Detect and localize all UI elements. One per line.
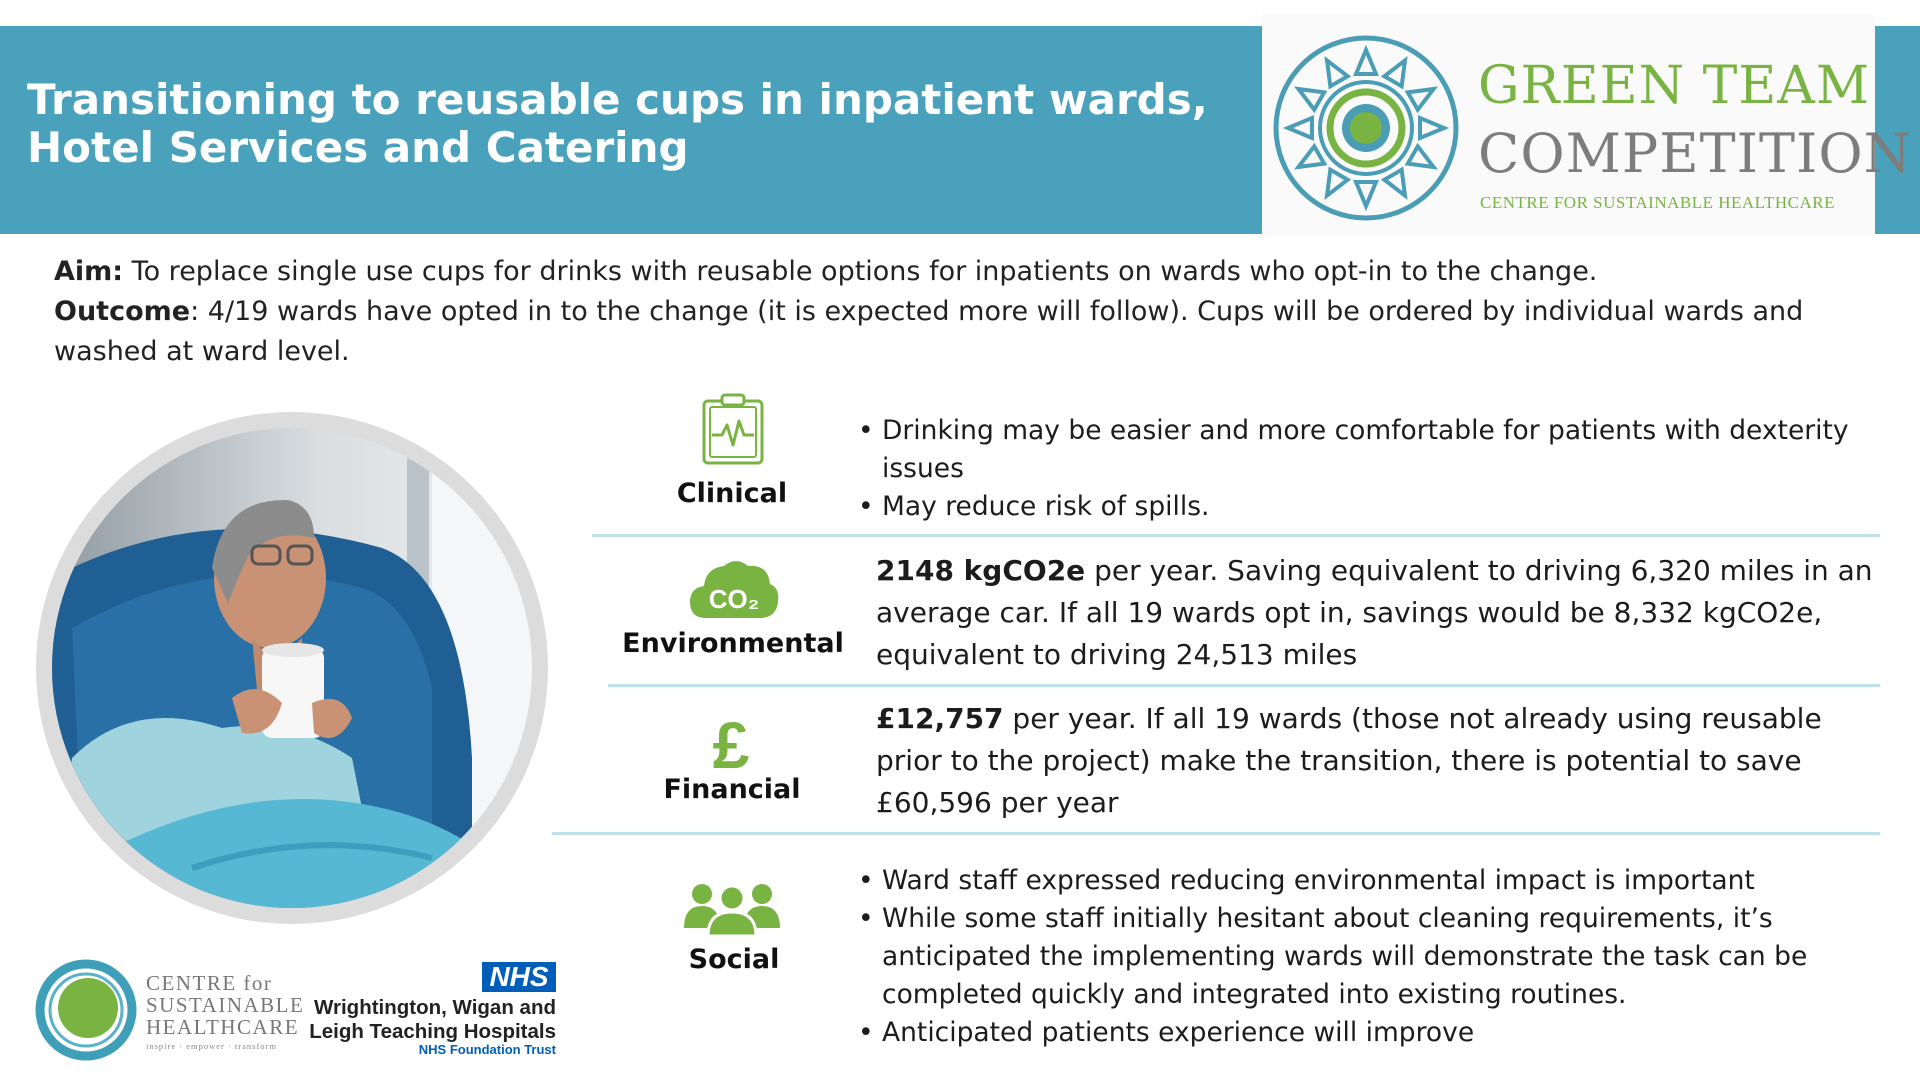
page-title-line-1: Transitioning to reusable cups in inpatient wards, [27, 75, 1208, 124]
outcome-label: Outcome [54, 296, 191, 327]
clinical-bullets [852, 412, 1902, 526]
social-bullet: • While some staff initially hesitant about cleaning requirements, it’s anticipated the implementing wards will demonstrate the task can be completed quickly and integrated into existing routines. [852, 900, 1892, 1014]
trust-name [300, 996, 556, 1044]
competition-logo-line-3: CENTRE FOR SUSTAINABLE HEALTHCARE [1480, 193, 1835, 212]
environmental-highlight: 2148 kgCO2e [876, 554, 1086, 587]
financial-highlight: £12,757 [876, 702, 1004, 735]
divider-financial [552, 832, 1880, 835]
patient-photo [52, 428, 532, 908]
aim-paragraph [54, 252, 1854, 292]
people-group-icon [684, 880, 780, 936]
nhs-badge: NHS [482, 962, 556, 992]
environmental-text [876, 550, 1886, 676]
aim-label: Aim: [54, 256, 124, 287]
financial-label: Financial [663, 774, 801, 805]
social-bullets [852, 862, 1892, 1052]
clipboard-heartbeat-icon [700, 393, 766, 467]
competition-logo-line-1: GREEN TEAM [1478, 56, 1871, 116]
clinical-label: Clinical [676, 478, 788, 509]
social-bullet: • Anticipated patients experience will improve [852, 1014, 1892, 1052]
divider-clinical [592, 534, 1880, 537]
csh-tagline: inspire · empower · transform [146, 1041, 277, 1051]
csh-logo-text [146, 972, 304, 1052]
co2-icon-text: CO₂ [708, 584, 760, 614]
csh-line-1: CENTRE for [146, 971, 273, 995]
environmental-detail: per year. Saving equivalent to driving 6,320 miles in an average car. If all 19 wards opt in, savings would be 8,332 kgCO2e, equivalent to driving 24,513 miles [876, 554, 1873, 671]
social-label: Social [688, 944, 780, 975]
pound-icon-text: £ [712, 712, 750, 774]
trust-name-line-2: Leigh Teaching Hospitals [309, 1020, 556, 1043]
divider-environmental [608, 684, 1880, 687]
green-team-emblem-icon [1270, 32, 1462, 224]
pound-sign-icon [706, 712, 756, 774]
clinical-bullet: • May reduce risk of spills. [852, 488, 1902, 526]
trust-subtitle: NHS Foundation Trust [418, 1042, 556, 1057]
financial-text [876, 698, 1896, 824]
trust-name-line-1: Wrightington, Wigan and [314, 996, 556, 1019]
outcome-text: : 4/19 wards have opted in to the change (it is expected more will follow). Cups will be ordered by individual wards and washed at ward level. [54, 296, 1804, 367]
csh-logo-icon [34, 958, 138, 1062]
page-title [27, 76, 1237, 172]
social-bullet: • Ward staff expressed reducing environmental impact is important [852, 862, 1892, 900]
outcome-paragraph [54, 292, 1854, 372]
co2-cloud-icon [688, 556, 780, 622]
clinical-bullet: • Drinking may be easier and more comfortable for patients with dexterity issues [852, 412, 1902, 488]
csh-line-2: SUSTAINABLE [146, 993, 305, 1017]
environmental-label: Environmental [622, 628, 844, 659]
competition-logo-line-2: COMPETITION [1478, 122, 1912, 185]
page-title-line-2: Hotel Services and Catering [27, 123, 689, 172]
financial-detail: per year. If all 19 wards (those not already using reusable prior to the project) make the transition, there is potential to save £60,596 per year [876, 702, 1822, 819]
csh-line-3: HEALTHCARE [146, 1015, 300, 1039]
intro [54, 252, 1854, 372]
aim-text: To replace single use cups for drinks with reusable options for inpatients on wards who opt-in to the change. [123, 256, 1598, 287]
